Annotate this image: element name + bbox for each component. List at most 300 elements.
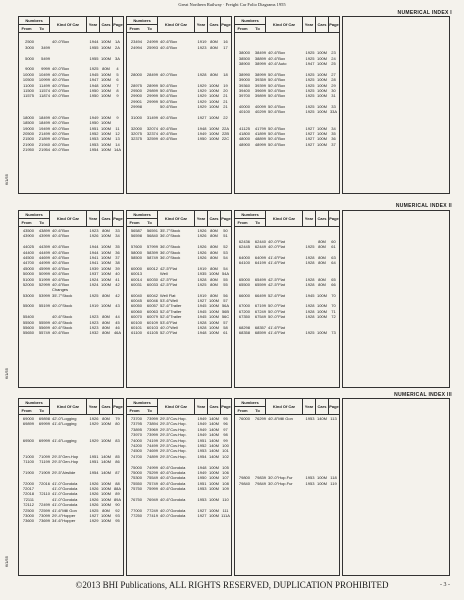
- header-numbers: Numbers: [235, 399, 265, 407]
- cell-to: 74699: [146, 448, 158, 454]
- cell-page: 22C: [221, 136, 230, 142]
- cell-page: [220, 518, 231, 523]
- cell-from: 73895: [130, 426, 142, 432]
- cell-from: 41125: [239, 125, 250, 131]
- cell-kind: 40'-0"Box: [52, 114, 70, 120]
- cell-page: [328, 518, 339, 523]
- cell-kind: 40'-0"Box: [52, 93, 70, 99]
- header-to: To: [255, 26, 260, 31]
- cell-year: 1925: [305, 82, 315, 88]
- cell-year: [196, 147, 208, 152]
- cell-year: 1953: [305, 480, 315, 486]
- cell-page: 56C: [221, 314, 230, 320]
- cell-page: 70: [331, 303, 336, 309]
- cell-cars: 100M: [208, 486, 219, 492]
- cell-kind: 29'-5"Cov.Hop.: [160, 432, 187, 438]
- cell-to: 10999: [38, 77, 50, 83]
- cell-cars: 100M: [100, 131, 111, 137]
- cell-cars: 100M: [100, 77, 111, 83]
- cell-year: 1925: [305, 330, 315, 336]
- column-header: [127, 211, 231, 227]
- index-column-empty: [342, 210, 450, 388]
- header-from: From: [21, 408, 32, 413]
- cell-kind: 40'-6"Box: [268, 50, 286, 56]
- cell-kind: 40'-6"Box: [52, 254, 70, 260]
- cell-cars: 100M: [100, 265, 111, 271]
- cell-year: 1954: [89, 469, 99, 475]
- cell-to: 52999: [38, 281, 50, 287]
- cell-page: 17: [223, 44, 228, 50]
- cell-year: 1927: [305, 141, 315, 147]
- cell-to: 48899: [254, 136, 266, 142]
- index-column: [126, 398, 232, 576]
- cell-page: 85: [115, 453, 120, 459]
- cell-to: 62449: [254, 244, 266, 250]
- cell-year: 1929: [197, 104, 207, 110]
- cell-year: 1948: [89, 82, 99, 88]
- cell-from: 28000: [130, 71, 142, 77]
- header-kind: Kind Of Car: [158, 211, 195, 226]
- index-column: [18, 210, 124, 388]
- cell-kind: 29'-5"Gen.Hop: [52, 453, 79, 459]
- cell-to: 29999: [146, 93, 158, 99]
- cell-from: 72111: [23, 496, 34, 502]
- cell-to: 19499: [38, 125, 50, 131]
- cell-to: 39399: [254, 82, 266, 88]
- cell-page: 25: [331, 60, 336, 66]
- cell-page: 57: [223, 319, 228, 325]
- cell-year: 1941: [89, 260, 99, 266]
- cell-year: 1953: [197, 496, 207, 502]
- cell-to: 32374: [146, 131, 158, 137]
- cell-from: 62436: [238, 238, 250, 244]
- cell-cars: 80M: [210, 228, 218, 233]
- cell-kind: [159, 147, 196, 152]
- cell-kind: 40'-6"Box: [160, 136, 178, 142]
- cell-page: 22A: [221, 125, 230, 131]
- cell-cars: 140M: [100, 459, 111, 465]
- cell-kind: 40'-0"Box: [52, 120, 70, 126]
- cell-year: 1925: [89, 292, 99, 298]
- cell-kind: 52'-6"Flat: [268, 292, 285, 298]
- cell-from: 73000: [22, 513, 34, 519]
- cell-kind: 41'-0"Gondola: [52, 491, 78, 497]
- cell-page: 44: [115, 314, 120, 320]
- cell-page: 21: [223, 93, 228, 99]
- cell-to: 67549: [254, 314, 266, 320]
- cell-cars: 100M: [100, 82, 111, 88]
- cell-to: 28499: [146, 71, 158, 77]
- cell-to: 40099: [254, 104, 266, 110]
- cell-to: 32074: [146, 125, 158, 131]
- cell-from: 44400: [22, 249, 34, 255]
- cell-cars: 80M: [102, 292, 110, 298]
- cell-year: 1927: [197, 298, 207, 304]
- cell-from: 39000: [238, 77, 250, 83]
- cell-from: 24994: [130, 44, 142, 50]
- cell-cars: 80M: [318, 260, 326, 266]
- cell-cars: 100M: [100, 491, 111, 497]
- cell-from: 60000: [130, 265, 142, 271]
- cell-year: 1929: [197, 98, 207, 104]
- header-from: From: [129, 26, 140, 31]
- cell-page: 9: [116, 114, 119, 120]
- header-from: From: [237, 26, 248, 31]
- cell-page: 5: [116, 71, 119, 77]
- cell-to: 21954: [38, 147, 50, 153]
- cell-year: 1923: [89, 319, 99, 325]
- cell-from: 65000: [238, 276, 250, 282]
- cell-kind: 50'-6"Box: [268, 82, 286, 88]
- cell-cars: 140M: [208, 448, 219, 454]
- cell-to: 75749: [146, 480, 158, 486]
- cell-cars: 100M: [208, 480, 219, 486]
- cell-page: 118: [330, 475, 337, 481]
- cell-to: 69999: [38, 437, 50, 443]
- cell-from: 58500: [130, 254, 142, 260]
- header-to: To: [147, 220, 152, 225]
- cell-cars: 100M: [100, 260, 111, 266]
- cell-page: 21: [223, 98, 228, 104]
- cell-from: 60013: [130, 271, 142, 277]
- cell-year: 1928: [305, 260, 315, 266]
- cell-page: 28: [331, 77, 336, 83]
- header-to: To: [39, 220, 44, 225]
- cell-from: 55000: [22, 303, 34, 309]
- cell-page: 54: [223, 254, 228, 260]
- cell-to: 55599: [38, 319, 50, 325]
- cell-year: 1925: [305, 50, 315, 56]
- cell-kind: 50'-6"Box: [268, 109, 286, 115]
- cell-cars: 80M: [318, 244, 326, 250]
- cell-cars: 100M: [208, 104, 219, 110]
- cell-cars: 80M: [210, 281, 218, 287]
- cell-cars: 80M: [102, 325, 110, 331]
- cell-from: 44700: [22, 260, 34, 266]
- cell-year: 1954: [89, 147, 99, 153]
- cell-from: 64000: [238, 254, 250, 260]
- cell-from: 60040: [130, 292, 142, 298]
- cell-kind: 40'-0"Well: [160, 325, 178, 331]
- cell-year: 1928: [305, 254, 315, 260]
- header-to: To: [255, 408, 260, 413]
- cell-from: 60101: [130, 325, 142, 331]
- cell-to: 53999: [38, 292, 50, 298]
- cell-from: 21900: [22, 141, 34, 147]
- cell-kind: 40'-6"Box: [268, 55, 286, 61]
- cell-year: 1929: [89, 421, 99, 427]
- cell-year: 1925: [89, 66, 99, 72]
- cell-to: 55199: [38, 303, 50, 309]
- cell-from: 44500: [22, 254, 34, 260]
- cell-kind: 40'-8"Mill Gon: [268, 416, 293, 421]
- cell-kind: 50'-6"Box: [160, 82, 178, 88]
- cell-to: 55749: [38, 330, 50, 336]
- cell-to: 74999: [146, 464, 158, 470]
- cell-page: 6: [116, 77, 119, 83]
- cell-page: 35: [331, 131, 336, 137]
- cell-to: 77419: [146, 513, 158, 519]
- cell-kind: 41'-0"Gondola: [52, 496, 78, 502]
- cell-kind: 40'-6"Box: [52, 281, 70, 287]
- cell-to: 60042: [146, 292, 158, 298]
- cell-from: 32075: [130, 131, 142, 137]
- cell-page: 9: [116, 93, 119, 99]
- cell-year: 1945: [197, 314, 207, 320]
- cell-year: [196, 518, 208, 523]
- cell-year: 1945: [89, 71, 99, 77]
- cell-kind: 29'-5"Cov.Hop.: [160, 453, 187, 459]
- cell-page: 109: [222, 486, 229, 492]
- cell-to: 71909: [38, 469, 50, 475]
- cell-from: 67350: [238, 314, 250, 320]
- header-cars: Cars: [316, 399, 329, 414]
- cell-page: 56: [223, 292, 228, 298]
- cell-page: 31: [331, 93, 336, 99]
- cell-kind: 30'-0"Hop.Fur: [268, 475, 293, 481]
- cell-to: 60103: [146, 325, 158, 331]
- cell-from: 38500: [238, 55, 250, 61]
- cell-page: 96: [223, 421, 228, 427]
- cell-cars: 100M: [100, 244, 111, 250]
- index-block: [18, 16, 450, 194]
- cell-kind: 52'-6"Trailer: [160, 314, 182, 320]
- cell-kind: 35'-7"Stock: [52, 292, 73, 298]
- header-kind: Kind Of Car: [158, 17, 195, 32]
- index-column-empty: [342, 398, 450, 576]
- header-numbers: Numbers: [127, 211, 157, 219]
- cell-cars: 100M: [316, 109, 327, 115]
- cell-year: 1945: [305, 292, 315, 298]
- cell-cars: 100M: [208, 496, 219, 502]
- cell-cars: 100M: [208, 319, 219, 325]
- cell-to: 11874: [39, 93, 50, 99]
- cell-cars: 100M: [208, 325, 219, 331]
- cell-kind: 40'-0"Box: [52, 66, 70, 72]
- cell-kind: 40'-6"Box: [52, 265, 70, 271]
- cell-cars: 140M: [316, 416, 327, 421]
- cell-from: 32375: [130, 136, 142, 142]
- cell-cars: 100M: [100, 141, 111, 147]
- cell-from: 39400: [238, 87, 250, 93]
- index-column: [234, 398, 340, 576]
- cell-kind: 41'-6"Logging: [52, 437, 77, 443]
- cell-page: 11: [115, 125, 120, 131]
- cell-to: 60012: [146, 265, 158, 271]
- cell-kind: 40'-6"Gondola: [160, 480, 186, 486]
- cell-to: 60109: [146, 319, 158, 325]
- cell-cars: 100M: [316, 141, 327, 147]
- header-cars: Cars: [100, 399, 113, 414]
- cell-page: [220, 147, 231, 152]
- cell-to: 45999: [38, 265, 50, 271]
- cell-from: 79840: [238, 480, 250, 486]
- cell-page: 46: [115, 325, 120, 331]
- cell-page: 89A: [113, 496, 122, 502]
- cell-from: 60070: [130, 314, 142, 320]
- cell-from: 48000: [238, 136, 250, 142]
- cell-kind: 40'-0"Box: [52, 87, 70, 93]
- side-date-label: 6/1/55: [4, 174, 9, 186]
- cell-cars: 140M: [208, 442, 219, 448]
- cell-from: 3000: [25, 44, 34, 50]
- cell-cars: 100M: [100, 233, 111, 239]
- cell-page: 19: [223, 82, 228, 88]
- cell-year: 1945: [197, 303, 207, 309]
- cell-page: 71: [331, 308, 336, 314]
- cell-cars: 100M: [100, 486, 111, 492]
- cell-cars: 100M: [100, 71, 111, 77]
- header-kind: Kind Of Car: [50, 399, 87, 414]
- cell-to: 21940: [38, 141, 50, 147]
- header-numbers: Numbers: [19, 399, 49, 407]
- cell-to: 77249: [146, 507, 158, 513]
- cell-from: 72017: [22, 486, 34, 492]
- cell-year: 1944: [89, 244, 99, 250]
- cell-year: 1928: [305, 276, 315, 282]
- cell-to: 39699: [254, 87, 266, 93]
- cell-year: 1923: [89, 228, 99, 233]
- cell-cars: 100M: [316, 292, 327, 298]
- cell-page: 86: [115, 459, 120, 465]
- cell-to: 73999: [146, 432, 158, 438]
- cell-to: 60033: [146, 281, 158, 287]
- cell-kind: 50'-6"Box: [268, 131, 286, 137]
- cell-page: 3A: [115, 55, 120, 61]
- header-year: Year: [87, 17, 100, 32]
- cell-year: 1928: [197, 276, 207, 282]
- cell-cars: 100M: [208, 314, 219, 320]
- header-from: From: [129, 220, 140, 225]
- side-date-label: 6/1/55: [4, 556, 9, 568]
- cell-cars: 80M: [318, 238, 326, 244]
- cell-year: 1926: [89, 233, 99, 239]
- cell-cars: 80M: [102, 66, 110, 72]
- cell-page: 61: [223, 330, 228, 336]
- cell-from: 73970: [130, 432, 142, 438]
- cell-kind: 42'-5"Flat: [268, 281, 285, 287]
- index-block: [18, 210, 450, 388]
- cell-year: 1926: [89, 416, 99, 421]
- cell-to: 3499: [41, 44, 50, 50]
- cell-year: 1929: [89, 437, 99, 443]
- cell-kind: 40'-0"Box: [52, 147, 70, 153]
- cell-cars: 80M: [102, 507, 110, 513]
- cell-page: 46A: [113, 330, 122, 336]
- cell-page: 51: [223, 233, 228, 239]
- table-row: [127, 330, 231, 335]
- header-page: Page: [113, 216, 123, 221]
- cell-page: 95: [115, 518, 120, 524]
- cell-to: 68357: [254, 325, 266, 331]
- cell-to: 79839: [254, 475, 266, 481]
- cell-page: 35: [115, 244, 120, 250]
- cell-cars: 100M: [208, 93, 219, 99]
- cell-cars: 100M: [316, 50, 327, 56]
- cell-year: 1928: [197, 325, 207, 331]
- cell-cars: 100M: [100, 93, 111, 99]
- side-date-label: 6/1/55: [4, 368, 9, 380]
- cell-year: 1919: [197, 265, 207, 271]
- cell-year: 1925: [305, 109, 315, 115]
- cell-cars: 100M: [100, 55, 111, 61]
- cell-from: 55650: [22, 330, 34, 336]
- index-column: [126, 16, 232, 194]
- cell-kind: 40'-6"Gondola: [160, 464, 186, 470]
- header-kind: Kind Of Car: [266, 399, 303, 414]
- cell-page: 88A: [113, 486, 122, 492]
- cell-page: 55: [223, 281, 228, 287]
- cell-cars: 80M: [210, 276, 218, 282]
- header-year: Year: [195, 17, 208, 32]
- cell-kind: 50'-0"Flat: [268, 303, 285, 309]
- cell-kind: 40'-0"Box: [52, 77, 70, 83]
- cell-page: 99: [223, 437, 228, 443]
- cell-kind: 40'-6"Box: [160, 131, 178, 137]
- cell-to: 44399: [38, 244, 50, 250]
- cell-to: 79849: [254, 480, 266, 486]
- cell-from: 53000: [22, 292, 34, 298]
- cell-to: 72016: [38, 480, 50, 486]
- cell-page: 27: [331, 71, 336, 77]
- cell-page: 14A: [113, 147, 122, 153]
- cell-from: 31000: [130, 114, 142, 120]
- cell-year: 1927: [305, 136, 315, 142]
- header-from: From: [237, 408, 248, 413]
- cell-kind: 40'-6"Box: [52, 260, 70, 266]
- cell-kind: 50'-6"Box: [160, 87, 178, 93]
- cell-year: 1951: [89, 125, 99, 131]
- cell-from: [127, 147, 143, 152]
- cell-page: 54: [223, 265, 228, 271]
- cell-kind: 40'-6"Auto: [268, 60, 287, 66]
- cell-to: 25993: [146, 44, 158, 50]
- cell-to: 39359: [254, 77, 266, 83]
- header-year: Year: [195, 211, 208, 226]
- cell-cars: 100M: [208, 271, 219, 277]
- cell-kind: 36'-0"Stock: [160, 254, 181, 260]
- cell-year: 1928: [305, 308, 315, 314]
- cell-page: 111: [222, 507, 229, 513]
- cell-year: 1950: [197, 475, 207, 481]
- cell-to: 61105: [147, 330, 158, 336]
- cell-page: 113: [330, 416, 337, 421]
- cell-kind: 29'-5"Airslide: [52, 469, 76, 475]
- cell-page: 66: [331, 281, 336, 287]
- cell-year: 1949: [89, 114, 99, 120]
- cell-cars: 140M: [208, 416, 219, 421]
- cell-year: 1944: [89, 249, 99, 255]
- cell-year: 1926: [197, 254, 207, 260]
- cell-year: 1948: [197, 464, 207, 470]
- cell-from: 9000: [25, 66, 34, 72]
- cell-from: 57600: [130, 244, 142, 250]
- cell-kind: 41'-6"Logging: [52, 421, 77, 427]
- cell-to: 44499: [38, 249, 50, 255]
- cell-year: 1939: [89, 265, 99, 271]
- cell-cars: 80M: [102, 228, 110, 233]
- cell-to: 44999: [38, 260, 50, 266]
- cell-year: 1925: [305, 55, 315, 61]
- cell-to: 55699: [38, 325, 50, 331]
- cell-year: 1937: [89, 271, 99, 277]
- cell-from: 40100: [238, 109, 250, 115]
- cell-page: 1A: [115, 39, 120, 45]
- copyright-footer: ©2013 BHI Publications, ALL RIGHTS RESERVED, DUPLICATION PROHIBITED: [75, 580, 389, 590]
- cell-from: 71000: [22, 453, 34, 459]
- cell-year: 1927: [89, 513, 99, 519]
- numerical-index-title: NUMERICAL INDEX I: [397, 10, 452, 16]
